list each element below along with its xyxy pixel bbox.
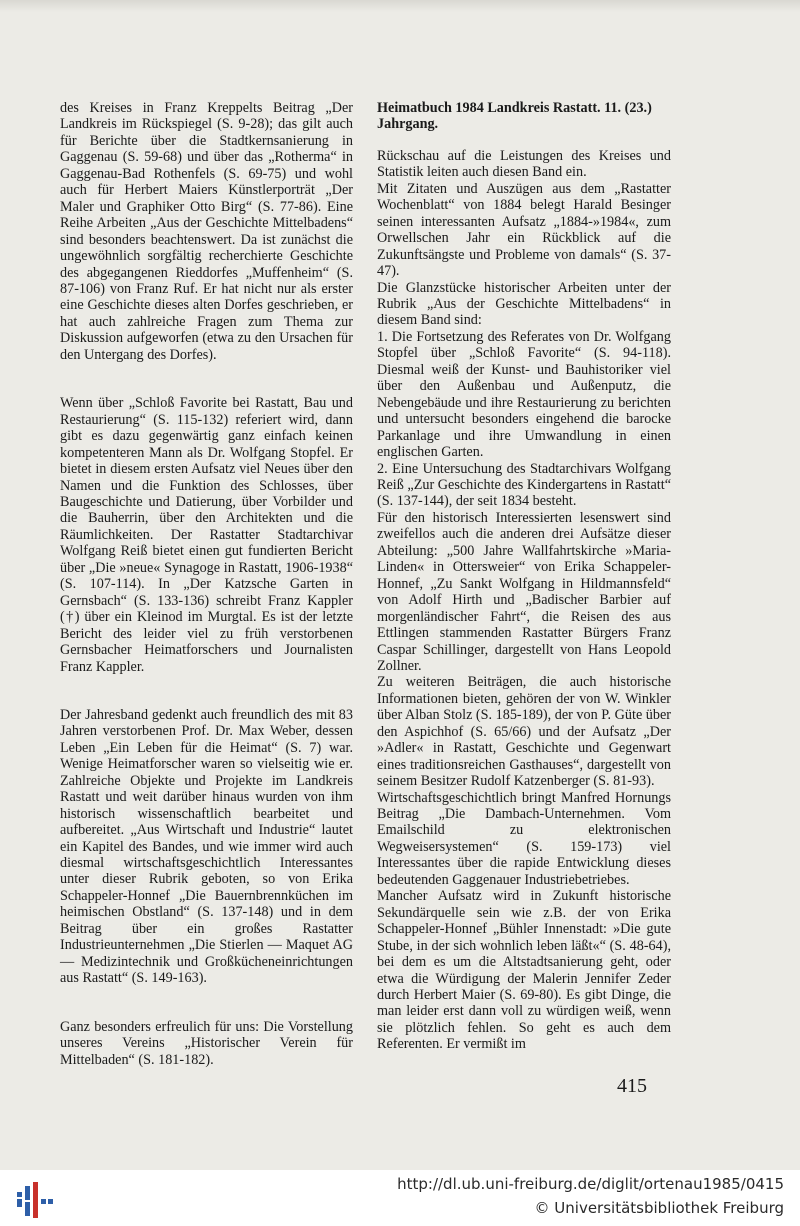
viewer-footer — [0, 1170, 800, 1226]
permalink-url[interactable]: http://dl.ub.uni-freiburg.de/diglit/ortenau1985/0415 — [397, 1175, 784, 1193]
paragraph: Rückschau auf die Leistungen des Kreises und Statistik leiten auch diesen Band ein. — [377, 147, 671, 181]
paragraph: Mit Zitaten und Auszügen aus dem „Rastatter Wochenblatt“ von 1884 belegt Harald Besinger seinen interessanten Aufsatz „1884-»1984«, zum Orwellschen Jahr ein Rückblick auf die Zukunftsängste und Probleme von damals“ (S. 37-47). — [377, 180, 671, 280]
page-edge-shadow — [0, 0, 800, 12]
page-number: 415 — [617, 1075, 647, 1097]
review-heading: Heimatbuch 1984 Landkreis Rastatt. 11. (23.) Jahrgang. — [377, 100, 652, 133]
left-column — [60, 100, 353, 1068]
paragraph: 1. Die Fortsetzung des Referates von Dr. Wolfgang Stopfel über „Schloß Favorite“ (S. 94-118). Diesmal weiß der Kunst- und Bauhistoriker viel über den Außenbau und Außenputz, die Nebengebäude und ihre Restaurierung zu berichten und untersucht besonders eingehend die barocke Parkanlage und ihre Umwandlung in einen englischen Garten. — [377, 328, 671, 461]
paragraph: Wenn über „Schloß Favorite bei Rastatt, Bau und Restaurierung“ (S. 115-132) referiert wird, dann gibt es dazu gegenwärtig ganz einfach keinen kompetenteren Mann als Dr. Wolfgang Stopfel. Er bietet in diesem ersten Aufsatz viel Neues über den Namen und die Funktion des Schlosses, über Baugeschichte und Datierung, über Vorbilder und die Bauherrin, über den Architekten und die Räumlichkeiten. Der Rastatter Stadtarchivar Wolfgang Reiß bietet einen gut fundierten Bericht über „Die »neue« Synagoge in Rastatt, 1906-1938“ (S. 107-114). In „Der Katzsche Garten in Gernsbach“ (S. 133-136) schreibt Franz Kappler (†) über ein Kleinod im Murgtal. Es ist der letzte Bericht des leider viel zu früh verstorbenen Gernsbacher Heimatforschers und Journalisten Franz Kappler. — [60, 395, 353, 675]
paragraph: des Kreises in Franz Kreppelts Beitrag „Der Landkreis im Rückspiegel (S. 9-28); das gilt auch für Berichte über die Stadtkernsanierung in Gaggenau (S. 59-68) und über das „Rothermа“ in Gaggenau-Bad Rothenfels (S. 69-75) und wohl auch für Herbert Maiers Künstlerporträt „Der Maler und Graphiker Otto Birg“ (S. 77-86). Eine Reihe Arbeiten „Aus der Geschichte Mittelbadens“ sind besonders beachtenswert. Da ist zunächst die ungewöhnlich sorgfältig recherchierte Geschichte des abgegangenen Rieddorfes „Muffenheim“ (S. 87-106) von Franz Ruf. Er hat nicht nur als erster eine Geschichte dieses alten Dorfes geschrieben, er hat auch zahlreiche Fragen zum Thema zur Diskussion aufgeworfen (etwa zu den Ursachen für den Untergang des Dorfes). — [60, 100, 353, 363]
paragraph: Mancher Aufsatz wird in Zukunft historische Sekundärquelle sein wie z.B. der von Erika Schappeler-Honnef „Bühler Innenstadt: »Die gute Stube, in der sich wohnlich leben läßt«“ (S. 48-64), bei dem es um die Altstadtsanierung geht, oder etwa die Würdigung der Malerin Jennifer Zeder durch Herbert Maier (S. 69-80). Es gibt Dinge, die man leider erst dann voll zu würdigen weiß, wenn sie plötzlich fehlen. So geht es auch dem Referenten. Er vermißt im — [377, 888, 671, 1053]
right-column — [377, 100, 671, 1053]
paragraph: Zu weiteren Beiträgen, die auch historische Informationen bieten, gehören der von W. Winkler über Alban Stolz (S. 185-189), der von P. Güte über den Aspichhof (S. 65/66) und der Aufsatz „Der »Adler« in Rastatt, Geschichte und Gegenwart eines traditionsreichen Gasthauses“, dargestellt von seinem Besitzer Rudolf Katzenberger (S. 81-93). — [377, 674, 671, 790]
paragraph: 2. Eine Untersuchung des Stadtarchivars Wolfgang Reiß „Zur Geschichte des Kindergartens in Rastatt“ (S. 137-144), der seit 1834 besteht. — [377, 460, 671, 510]
paragraph: Der Jahresband gedenkt auch freundlich des mit 83 Jahren verstorbenen Prof. Dr. Max Weber, dessen Leben „Ein Leben für die Heimat“ (S. 7) war. Wenige Heimatforscher waren so vielseitig wie er. Zahlreiche Objekte und Projekte im Landkreis Rastatt und weit darüber hinaus wurden von ihm historisch wissenschaftlich bearbeitet und aufbereitet. „Aus Wirtschaft und Industrie“ lautet ein Kapitel des Bandes, und wie immer wird auch diesmal wirtschaftsgeschichtlich Interessantes unter dieser Rubrik geboten, so von Erika Schappeler-Honnef „Die Bauernbrennküchen im heimischen Obstland“ (S. 137-148) und in dem Beitrag über ein großes Rastatter Industrieunternehmen „Die Stierlen — Maquet AG — Medizintechnik und Großkücheneinrichtungen aus Rastatt“ (S. 149-163). — [60, 706, 353, 987]
paragraph: Für den historisch Interessierten lesenswert sind zweifellos auch die anderen drei Aufsätze dieser Abteilung: „500 Jahre Wallfahrtskirche »Maria-Linden« in Ottersweier“ von Erika Schappeler-Honnef, „Zu Sankt Wolfgang in Hildmannsfeld“ von Adolf Hirth und „Badischer Barbier auf morgenländischer Fahrt“, die Reisen des aus Ettlingen stammenden Rastatter Bürgers Franz Caspar Schillinger, dargestellt von Hans Leopold Zollner. — [377, 509, 671, 674]
paragraph: Die Glanzstücke historischer Arbeiten unter der Rubrik „Aus der Geschichte Mittelbadens“ in diesem Band sind: — [377, 279, 671, 329]
paragraph: Wirtschaftsgeschichtlich bringt Manfred Hornungs Beitrag „Die Dambach-Unternehmen. Vom Emailschild zu elektronischen Wegweisersystemen“ (S. 159-173) viel Interessantes über die rapide Entwicklung dieses bedeutenden Gaggenauer Industriebetriebes. — [377, 789, 671, 888]
copyright-notice: © Universitätsbibliothek Freiburg — [534, 1199, 784, 1217]
paragraph: Ganz besonders erfreulich für uns: Die Vorstellung unseres Vereins „Historischer Verein für Mittelbaden“ (S. 181-182). — [60, 1018, 353, 1068]
ub-freiburg-logo-icon — [14, 1178, 54, 1220]
